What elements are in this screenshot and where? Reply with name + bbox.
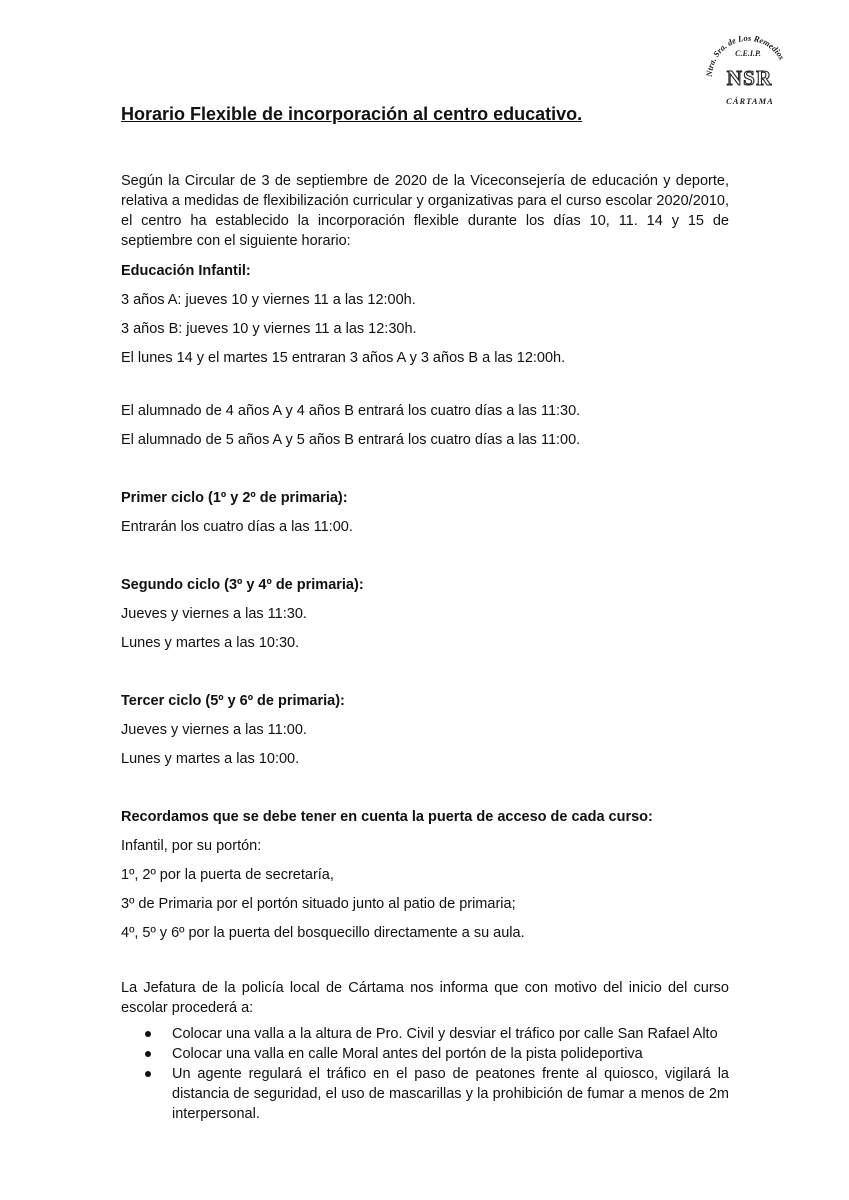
acceso-line: 3º de Primaria por el portón situado junto al patio de primaria; xyxy=(121,896,516,912)
primer-ciclo-heading: Primer ciclo (1º y 2º de primaria): xyxy=(121,490,348,506)
list-item xyxy=(121,1044,729,1064)
infantil-line: El lunes 14 y el martes 15 entraran 3 años A y 3 años B a las 12:00h. xyxy=(121,350,566,366)
infantil-line: El alumnado de 4 años A y 4 años B entrará los cuatro días a las 11:30. xyxy=(121,403,581,419)
acceso-line: 4º, 5º y 6º por la puerta del bosquecillo directamente a su aula. xyxy=(121,925,525,941)
list-item-text: Un agente regulará el tráfico en el paso de peatones frente al quiosco, vigilará la distancia de seguridad, el uso de mascarillas y la prohibición de fumar a menos de 2m interpersonal. xyxy=(172,1066,729,1122)
infantil-line: El alumnado de 5 años A y 5 años B entrará los cuatro días a las 11:00. xyxy=(121,432,581,448)
intro-paragraph: Según la Circular de 3 de septiembre de 2020 de la Viceconsejería de educación y deporte, relativa a medidas de flexibilización curricular y organizativas para el curso escolar 2020/2010, el centro ha establecido la incorporación flexible durante los días 10, 11. 14 y 15 de septiembre con el siguiente horario: xyxy=(121,173,729,249)
school-seal-icon xyxy=(700,25,792,111)
acceso-line: 1º, 2º por la puerta de secretaría, xyxy=(121,867,334,883)
tercer-ciclo-heading: Tercer ciclo (5º y 6º de primaria): xyxy=(121,693,345,709)
logo-bottom-text: CÁRTAMA xyxy=(726,96,774,106)
infantil-line: 3 años B: jueves 10 y viernes 11 a las 12:30h. xyxy=(121,321,417,337)
acceso-heading: Recordamos que se debe tener en cuenta la puerta de acceso de cada curso: xyxy=(121,809,653,825)
policia-paragraph: La Jefatura de la policía local de Cártama nos informa que con motivo del inicio del curso escolar procederá a: xyxy=(121,980,729,1016)
document-body xyxy=(121,171,729,1124)
segundo-ciclo-line: Jueves y viernes a las 11:30. xyxy=(121,606,307,622)
document-title: Horario Flexible de incorporación al centro educativo. xyxy=(121,104,583,124)
bullet-icon xyxy=(145,1071,151,1077)
school-logo xyxy=(700,25,792,111)
tercer-ciclo-line: Jueves y viernes a las 11:00. xyxy=(121,722,307,738)
logo-ceip-text: C.E.I.P. xyxy=(735,49,761,58)
logo-arc-text: Ntra. Sra. de Los Remedios xyxy=(703,32,788,78)
list-item xyxy=(121,1024,729,1044)
segundo-ciclo-line: Lunes y martes a las 10:30. xyxy=(121,635,300,651)
primer-ciclo-line: Entrarán los cuatro días a las 11:00. xyxy=(121,519,353,535)
segundo-ciclo-heading: Segundo ciclo (3º y 4º de primaria): xyxy=(121,577,364,593)
list-item xyxy=(121,1064,729,1124)
list-item-text: Colocar una valla a la altura de Pro. Civil y desviar el tráfico por calle San Rafael Alto xyxy=(172,1026,718,1042)
bullet-icon xyxy=(145,1031,151,1037)
policia-list xyxy=(121,1024,729,1124)
infantil-heading: Educación Infantil: xyxy=(121,263,251,279)
infantil-line: 3 años A: jueves 10 y viernes 11 a las 12:00h. xyxy=(121,292,416,308)
list-item-text: Colocar una valla en calle Moral antes del portón de la pista polideportiva xyxy=(172,1046,643,1062)
logo-monogram: N S R xyxy=(726,66,770,90)
acceso-line: Infantil, por su portón: xyxy=(121,838,262,854)
bullet-icon xyxy=(145,1051,151,1057)
tercer-ciclo-line: Lunes y martes a las 10:00. xyxy=(121,751,300,767)
